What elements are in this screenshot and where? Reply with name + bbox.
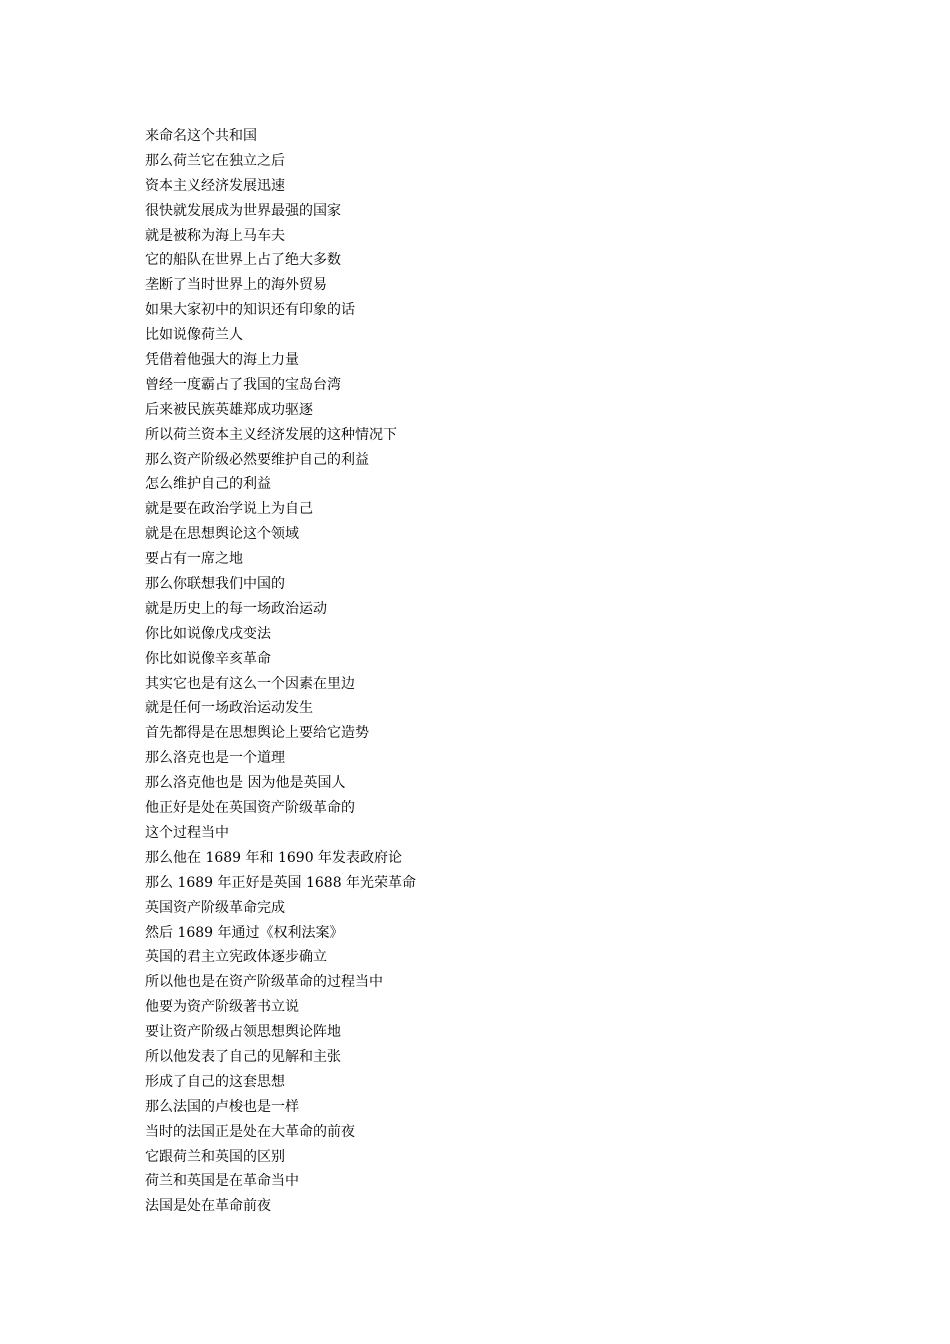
text-line: 就是要在政治学说上为自己: [145, 501, 313, 518]
text-line: 就是历史上的每一场政治运动: [145, 600, 327, 617]
text-line: 英国的君主立宪政体逐步确立: [145, 949, 327, 966]
text-line: 他要为资产阶级著书立说: [145, 999, 299, 1016]
text-line: 他正好是处在英国资产阶级革命的: [145, 800, 355, 817]
text-line: 曾经一度霸占了我国的宝岛台湾: [145, 376, 341, 393]
text-line: 那么法国的卢梭也是一样: [145, 1098, 299, 1115]
text-line: 你比如说像戊戌变法: [145, 625, 271, 642]
text-line: 那么他在 1689 年和 1690 年发表政府论: [145, 849, 403, 866]
text-line: 那么资产阶级必然要维护自己的利益: [145, 451, 369, 468]
text-line: 所以他也是在资产阶级革命的过程当中: [145, 974, 383, 991]
text-line: 要占有一席之地: [145, 551, 243, 568]
text-line: 所以他发表了自己的见解和主张: [145, 1048, 341, 1065]
text-line: 首先都得是在思想舆论上要给它造势: [145, 725, 369, 742]
text-line: 就是在思想舆论这个领域: [145, 526, 299, 543]
text-line: 然后 1689 年通过《权利法案》: [145, 924, 344, 941]
text-line: 怎么维护自己的利益: [145, 476, 271, 493]
text-line: 它的船队在世界上占了绝大多数: [145, 252, 341, 269]
text-line: 那么 1689 年正好是英国 1688 年光荣革命: [145, 874, 417, 891]
text-line: 很快就发展成为世界最强的国家: [145, 202, 341, 219]
text-line: 其实它也是有这么一个因素在里边: [145, 675, 355, 692]
text-line: 这个过程当中: [145, 824, 229, 841]
text-line: 来命名这个共和国: [145, 128, 257, 144]
text-line: 所以荷兰资本主义经济发展的这种情况下: [145, 426, 397, 443]
text-line: 后来被民族英雄郑成功驱逐: [145, 401, 313, 418]
text-line: 要让资产阶级占领思想舆论阵地: [145, 1024, 341, 1041]
text-line: 就是被称为海上马车夫: [145, 227, 285, 244]
text-line: 如果大家初中的知识还有印象的话: [145, 302, 355, 319]
text-line: 它跟荷兰和英国的区别: [145, 1148, 285, 1165]
text-line: 比如说像荷兰人: [145, 327, 243, 344]
text-line: 形成了自己的这套思想: [145, 1073, 285, 1090]
text-line: 当时的法国正是处在大革命的前夜: [145, 1123, 355, 1140]
text-line: 凭借着他强大的海上力量: [145, 352, 299, 369]
transcript-text: [145, 124, 845, 1219]
text-line: 英国资产阶级革命完成: [145, 899, 285, 916]
text-line: 就是任何一场政治运动发生: [145, 700, 313, 717]
text-line: 垄断了当时世界上的海外贸易: [145, 277, 327, 294]
text-line: 那么洛克也是一个道理: [145, 750, 285, 767]
text-line: 你比如说像辛亥革命: [145, 650, 271, 667]
text-line: 荷兰和英国是在革命当中: [145, 1173, 299, 1190]
text-line: 那么你联想我们中国的: [145, 576, 285, 593]
text-line: 法国是处在革命前夜: [145, 1198, 271, 1215]
text-line: 那么荷兰它在独立之后: [145, 152, 285, 169]
text-line: 那么洛克他也是 因为他是英国人: [145, 775, 346, 792]
text-line: 资本主义经济发展迅速: [145, 177, 285, 194]
